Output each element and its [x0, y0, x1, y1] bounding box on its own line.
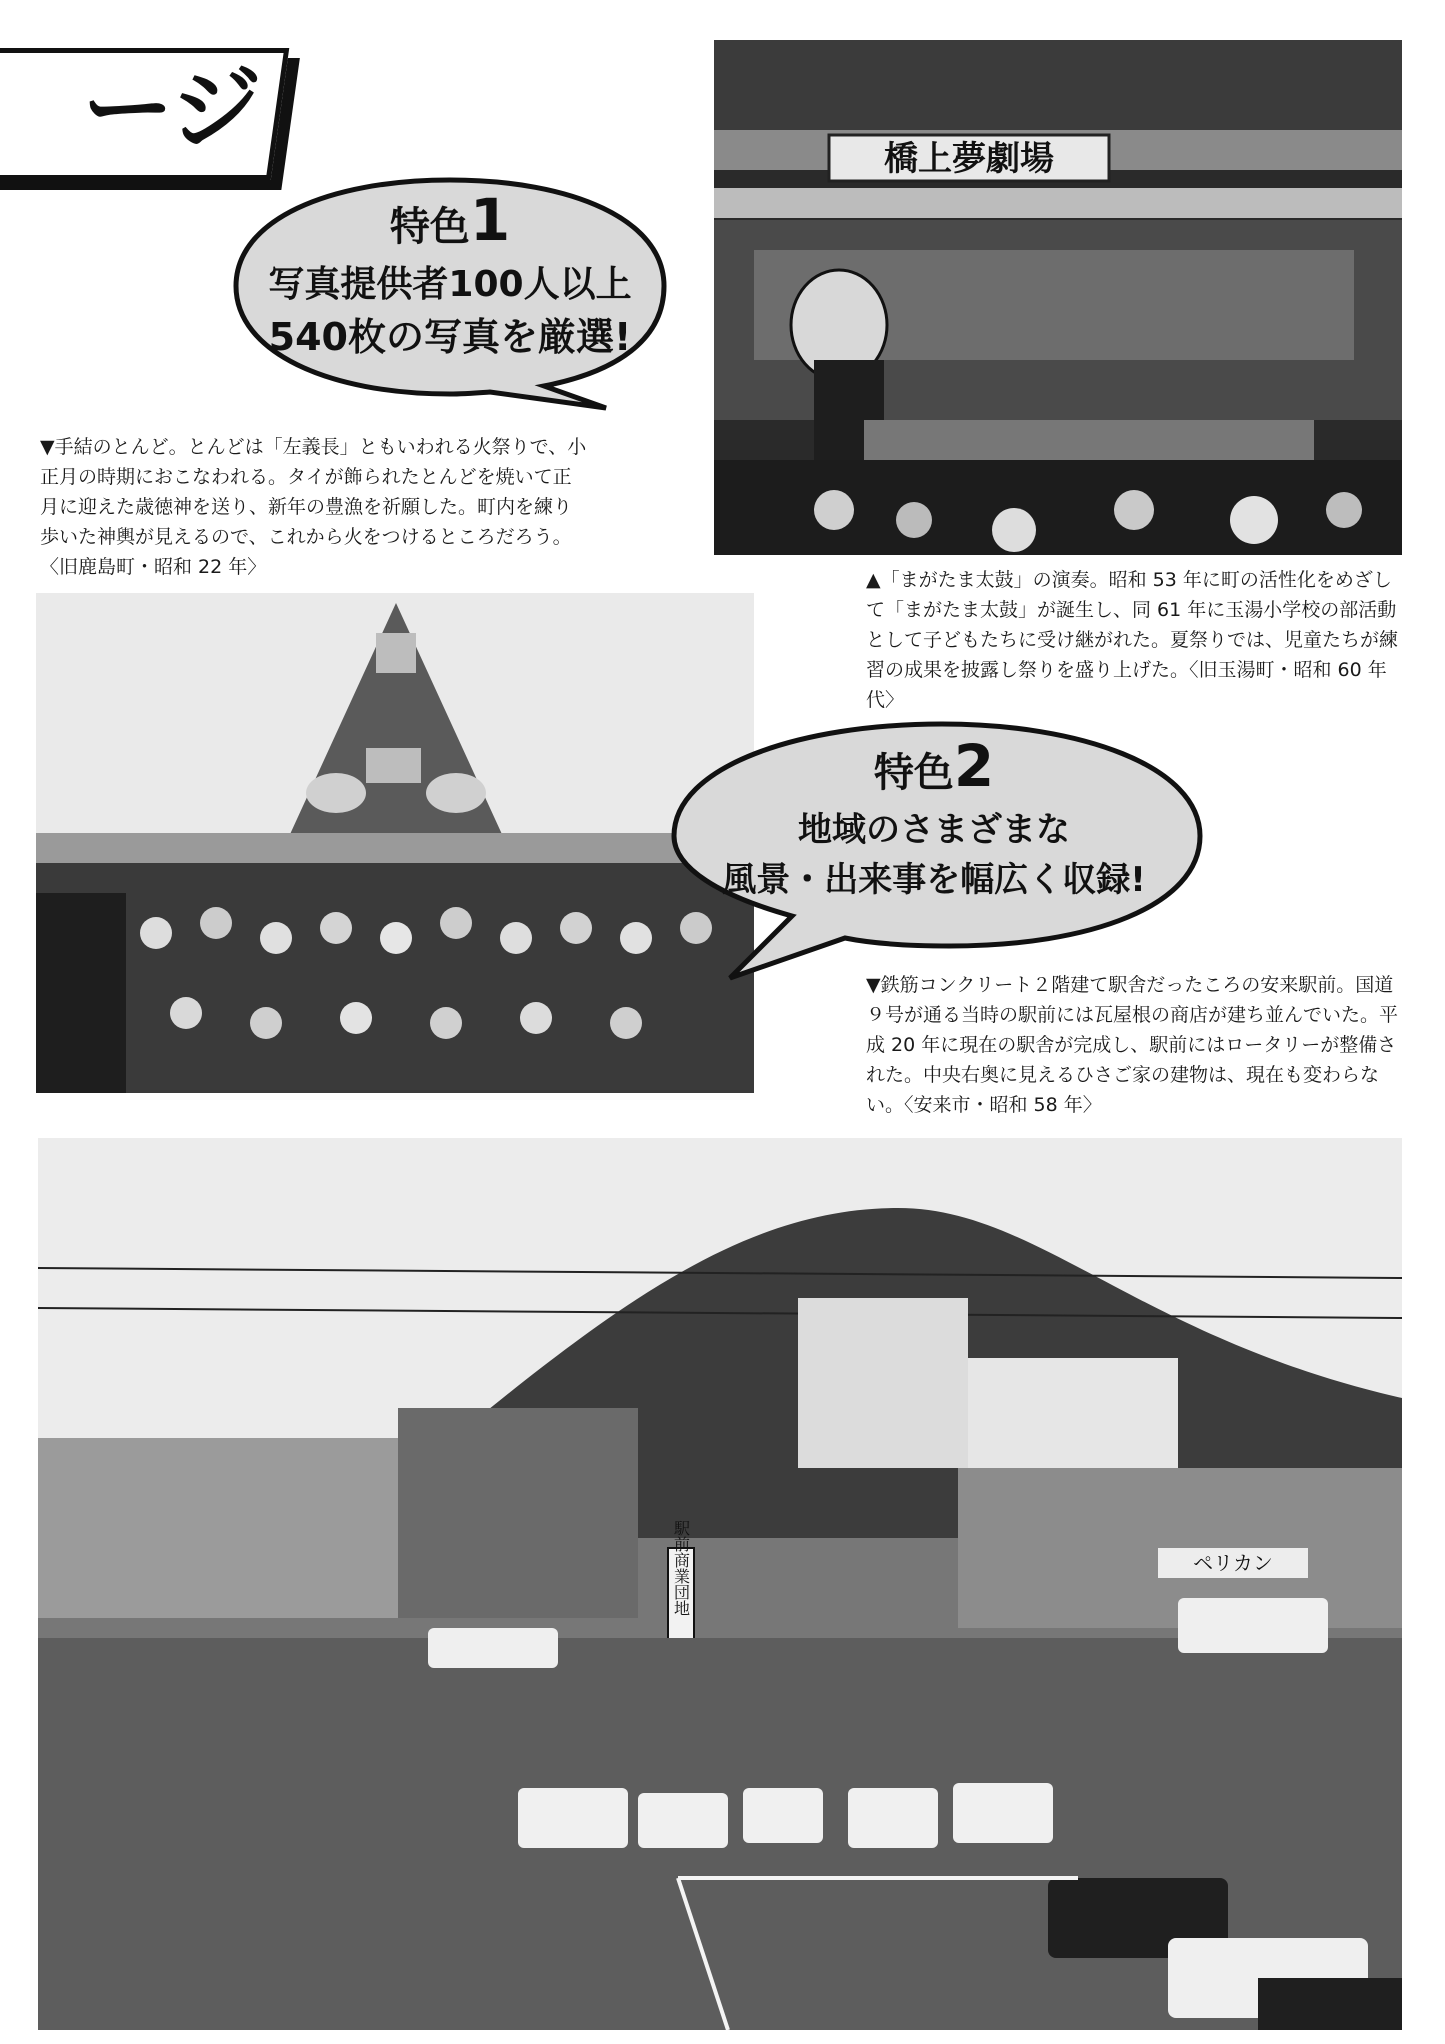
feature-2-bubble — [660, 716, 1208, 986]
caption-station: ▼鉄筋コンクリート２階建て駅舎だったころの安来駅前。国道９号が通る当時の駅前には瓦屋根の商店が建ち並んでいた。平成 20 年に現在の駅舎が完成し、駅前にはロータリーが整備された。中央右奥に見えるひさご家の建物は、現在も変わらない。〈安来市・昭和 58 年〉 — [866, 974, 1399, 1116]
feature-2-line2: 風景・出来事を幅広く収録! — [722, 860, 1146, 900]
bridge-banner-text: 橋上夢劇場 — [884, 139, 1054, 179]
feature-2-line1: 地域のさまざまな — [798, 810, 1070, 850]
pillar-sign-text: 駅前商業団地 — [671, 1520, 691, 1616]
feature-1-line1: 写真提供者100人以上 — [268, 264, 632, 305]
photo-tondo-festival — [36, 593, 754, 1093]
photo-station-plaza — [38, 1138, 1402, 2030]
shop-sign-text: ペリカン — [1193, 1551, 1273, 1575]
feature-1-bubble — [228, 172, 672, 414]
feature-1-heading: 特色1 — [389, 186, 511, 254]
caption-taiko: ▲「まがたま太鼓」の演奏。昭和 53 年に町の活性化をめざして「まがたま太鼓」が誕生し、同 61 年に玉湯小学校の部活動として子どもたちに受け継がれた。夏祭りでは、児童たちが練習の成果を披露し祭りを盛り上げた。〈旧玉湯町・昭和 60 年代〉 — [866, 569, 1399, 711]
caption-tondo: ▼手結のとんど。とんどは「左義長」ともいわれる火祭りで、小正月の時期におこなわれる。タイが飾られたとんどを焼いて正月に迎えた歳徳神を送り、新年の豊漁を祈願した。町内を練り歩いた神輿が見えるので、これから火をつけるところだろう。〈旧鹿島町・昭和 22 年〉 — [40, 436, 587, 578]
photo-taiko-performance — [714, 40, 1402, 555]
page-title: ージ — [81, 56, 260, 163]
feature-2-heading: 特色2 — [873, 732, 995, 800]
feature-1-line2: 540枚の写真を厳選! — [268, 315, 632, 359]
